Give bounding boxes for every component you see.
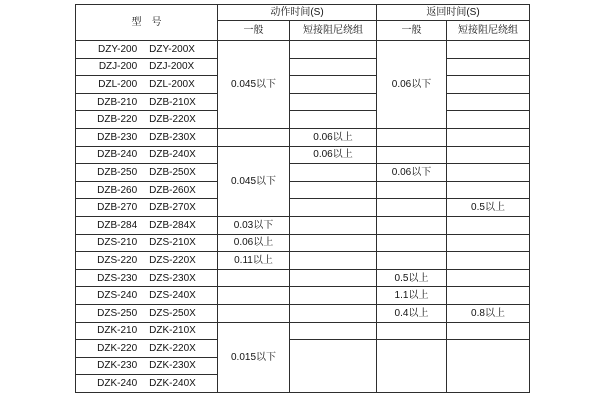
model-name: DZJ-200 [98, 61, 138, 73]
action-damping-cell [290, 93, 377, 111]
table-row [76, 304, 530, 322]
model-cell [76, 111, 218, 129]
return-damping-header: 短接阻尼绕组 [447, 21, 530, 41]
model-name-x: DZB-270X [149, 202, 196, 214]
action-damping-cell [290, 216, 377, 234]
model-name: DZL-200 [98, 78, 138, 90]
return-general-cell [377, 181, 447, 199]
model-cell [76, 375, 218, 393]
action-damping-cell: 0.06以上 [290, 146, 377, 164]
model-name-x: DZL-200X [149, 78, 195, 90]
model-name: DZY-200 [98, 43, 138, 55]
model-name-x: DZK-230X [149, 360, 196, 372]
table-row [76, 269, 530, 287]
model-cell [76, 340, 218, 358]
return-general-header: 一般 [377, 21, 447, 41]
model-name: DZK-230 [97, 360, 138, 372]
return-general-cell: 0.06以下 [377, 164, 447, 182]
action-general-cell [218, 128, 290, 146]
return-damping-cell [447, 287, 530, 305]
model-name-x: DZS-240X [149, 290, 196, 302]
model-cell [76, 234, 218, 252]
table-row [76, 322, 530, 340]
return-general-cell [377, 216, 447, 234]
table-row [76, 128, 530, 146]
table-row [76, 234, 530, 252]
model-name-x: DZB-210X [149, 96, 196, 108]
model-cell [76, 287, 218, 305]
model-name-x: DZK-220X [149, 342, 196, 354]
return-general-cell [377, 252, 447, 270]
return-general-cell [377, 322, 447, 340]
return-damping-cell: 0.8以上 [447, 304, 530, 322]
action-general-cell [218, 269, 290, 287]
model-name-x: DZB-220X [149, 114, 196, 126]
model-name-x: DZS-220X [149, 254, 196, 266]
model-name: DZK-210 [97, 325, 138, 337]
model-name-x: DZB-230X [149, 131, 196, 143]
return-damping-cell [447, 111, 530, 129]
model-name: DZS-210 [97, 237, 138, 249]
table-row [76, 287, 530, 305]
table-row [76, 164, 530, 182]
relay-spec-table [75, 4, 530, 393]
table-row [76, 340, 530, 358]
table-row [76, 93, 530, 111]
action-damping-cell [290, 199, 377, 217]
model-name: DZS-220 [97, 254, 138, 266]
action-damping-cell [290, 304, 377, 322]
return-general-cell: 0.5以上 [377, 269, 447, 287]
model-name-x: DZB-284X [149, 219, 196, 231]
model-cell [76, 146, 218, 164]
table-row [76, 146, 530, 164]
model-name: DZS-230 [97, 272, 138, 284]
model-name: DZB-250 [97, 166, 138, 178]
model-name-x: DZK-240X [149, 378, 196, 390]
model-name: DZS-250 [97, 307, 138, 319]
action-general-cell: 0.045以下 [218, 146, 290, 216]
action-damping-cell [290, 340, 377, 393]
table-row [76, 58, 530, 76]
model-name-x: DZY-200X [149, 43, 195, 55]
model-name: DZB-260 [97, 184, 138, 196]
return-general-cell: 0.06以下 [377, 41, 447, 129]
return-damping-cell [447, 322, 530, 340]
model-name: DZB-230 [97, 131, 138, 143]
return-general-cell: 1.1以上 [377, 287, 447, 305]
model-name-x: DZS-230X [149, 272, 196, 284]
return-general-cell [377, 146, 447, 164]
model-cell [76, 322, 218, 340]
model-cell [76, 252, 218, 270]
return-general-cell [377, 234, 447, 252]
table-row [76, 199, 530, 217]
action-general-cell: 0.03以下 [218, 216, 290, 234]
table-row [76, 111, 530, 129]
model-cell [76, 216, 218, 234]
return-damping-cell [447, 146, 530, 164]
action-damping-cell: 0.06以上 [290, 128, 377, 146]
model-header: 型 号 [76, 5, 218, 41]
action-damping-cell [290, 76, 377, 94]
action-damping-cell [290, 41, 377, 59]
model-name: DZB-284 [97, 219, 138, 231]
action-general-cell: 0.06以上 [218, 234, 290, 252]
return-damping-cell [447, 164, 530, 182]
table-row [76, 252, 530, 270]
return-damping-cell: 0.5以上 [447, 199, 530, 217]
return-damping-cell [447, 58, 530, 76]
action-damping-cell [290, 181, 377, 199]
model-name: DZB-240 [97, 149, 138, 161]
return-damping-cell [447, 216, 530, 234]
return-general-cell: 0.4以上 [377, 304, 447, 322]
model-cell [76, 269, 218, 287]
return-damping-cell [447, 181, 530, 199]
model-name-x: DZB-240X [149, 149, 196, 161]
header-row-1 [76, 5, 530, 21]
action-damping-cell [290, 252, 377, 270]
model-name-x: DZB-260X [149, 184, 196, 196]
table-row [76, 76, 530, 94]
model-cell [76, 128, 218, 146]
return-damping-cell [447, 93, 530, 111]
model-cell [76, 93, 218, 111]
action-general-cell: 0.015以下 [218, 322, 290, 392]
return-damping-cell [447, 340, 530, 393]
table-row [76, 41, 530, 59]
model-cell [76, 181, 218, 199]
model-name-x: DZB-250X [149, 166, 196, 178]
action-damping-cell [290, 287, 377, 305]
table-row [76, 181, 530, 199]
action-general-cell: 0.11以上 [218, 252, 290, 270]
return-damping-cell [447, 252, 530, 270]
action-damping-cell [290, 164, 377, 182]
return-general-cell [377, 128, 447, 146]
model-name: DZB-270 [97, 202, 138, 214]
return-time-header: 返回时间(S) [377, 5, 530, 21]
model-name-x: DZJ-200X [149, 61, 195, 73]
action-damping-cell [290, 234, 377, 252]
action-damping-cell [290, 111, 377, 129]
return-damping-cell [447, 269, 530, 287]
action-damping-header: 短接阻尼绕组 [290, 21, 377, 41]
return-general-cell [377, 340, 447, 393]
model-cell [76, 58, 218, 76]
table-row [76, 216, 530, 234]
model-name-x: DZS-210X [149, 237, 196, 249]
action-general-cell [218, 287, 290, 305]
action-damping-cell [290, 322, 377, 340]
model-cell [76, 304, 218, 322]
model-cell [76, 199, 218, 217]
action-damping-cell [290, 58, 377, 76]
model-name: DZB-220 [97, 114, 138, 126]
action-general-header: 一般 [218, 21, 290, 41]
model-name: DZS-240 [97, 290, 138, 302]
model-name-x: DZS-250X [149, 307, 196, 319]
action-general-cell: 0.045以下 [218, 41, 290, 129]
action-damping-cell [290, 269, 377, 287]
action-time-header: 动作时间(S) [218, 5, 377, 21]
return-damping-cell [447, 41, 530, 59]
return-damping-cell [447, 76, 530, 94]
return-general-cell [377, 199, 447, 217]
model-name: DZK-240 [97, 378, 138, 390]
model-cell [76, 357, 218, 375]
return-damping-cell [447, 234, 530, 252]
model-name-x: DZK-210X [149, 325, 196, 337]
model-cell [76, 164, 218, 182]
model-name: DZB-210 [97, 96, 138, 108]
action-general-cell [218, 304, 290, 322]
model-cell [76, 76, 218, 94]
return-damping-cell [447, 128, 530, 146]
model-name: DZK-220 [97, 342, 138, 354]
model-cell [76, 41, 218, 59]
